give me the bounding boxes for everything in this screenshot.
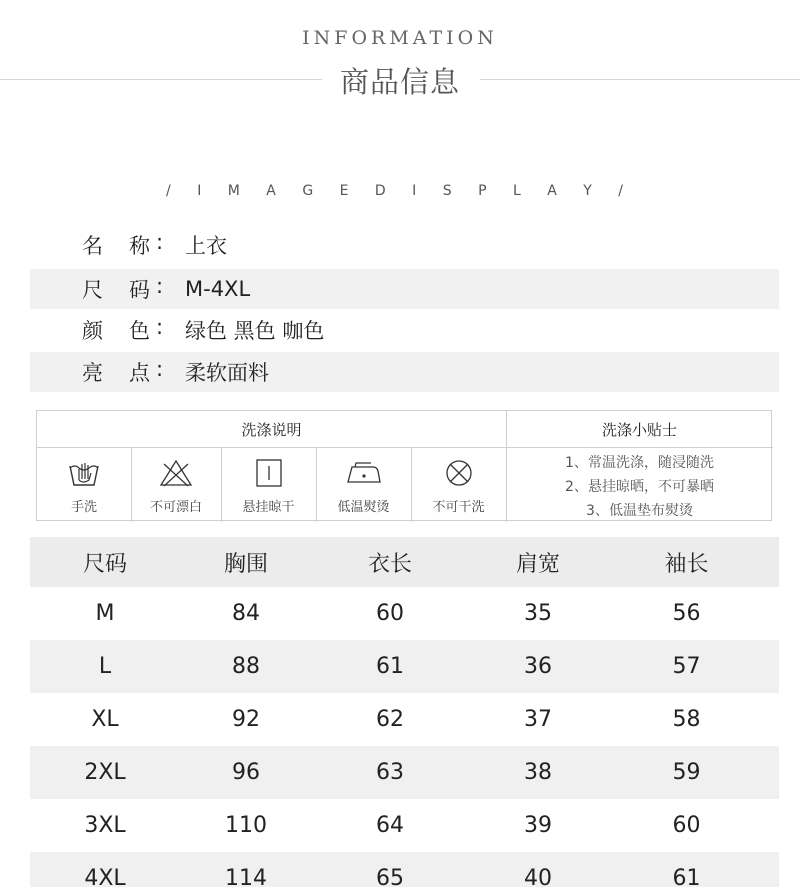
table-cell: 65 (376, 866, 404, 887)
info-row-color (30, 310, 779, 350)
info-key: 颜 色 : (82, 315, 164, 343)
info-key: 亮 点 : (82, 357, 164, 385)
table-cell: 36 (524, 654, 552, 679)
table-cell: 84 (232, 601, 260, 626)
header-cell: 胸围 (223, 551, 268, 577)
table-cell: M (95, 601, 115, 626)
table-cell: 61 (672, 866, 701, 887)
info-row-size (30, 269, 779, 309)
size-table (30, 537, 779, 887)
info-key: 尺 码 : (82, 274, 164, 302)
info-row-name (30, 225, 779, 265)
table-cell: 57 (672, 654, 701, 679)
no-bleach-icon (159, 458, 193, 488)
table-cell: 59 (672, 760, 701, 785)
info-row-highlight (30, 352, 779, 392)
table-cell: 110 (225, 813, 267, 838)
low-iron-icon (345, 458, 383, 488)
care-label: 不可漂白 (149, 500, 202, 515)
table-cell: 2XL (84, 760, 126, 785)
hand-wash-icon (67, 458, 101, 488)
wash-tip: 1、常温洗涤，随浸随洗 (565, 455, 714, 471)
table-cell: 3XL (84, 813, 126, 838)
wash-tips-title: 洗涤小贴士 (601, 421, 677, 439)
section-title-en: INFORMATION (302, 27, 498, 49)
table-row (30, 587, 779, 640)
care-cell-no-bleach (131, 448, 221, 522)
table-cell: L (98, 654, 112, 679)
table-row (30, 852, 779, 887)
header-cell: 袖长 (664, 551, 709, 577)
table-cell: 63 (376, 760, 404, 785)
table-cell: 114 (225, 866, 267, 887)
table-row (30, 746, 779, 799)
care-cell-no-dry-clean (411, 448, 506, 522)
table-cell: XL (91, 707, 119, 732)
table-cell: 61 (376, 654, 404, 679)
table-cell: 40 (524, 866, 552, 887)
care-label: 不可干洗 (432, 500, 485, 515)
image-display-subtitle: / I M A G E D I S P L A Y / (166, 183, 634, 199)
table-row (30, 799, 779, 852)
wash-tip: 2、悬挂晾晒，不可暴晒 (565, 479, 714, 495)
info-value: M-4XL (185, 277, 251, 301)
table-cell: 38 (524, 760, 552, 785)
table-row (30, 640, 779, 693)
wash-tip: 3、低温垫布熨烫 (586, 503, 693, 519)
section-title-cn: 商品信息 (339, 65, 460, 99)
care-label: 手洗 (70, 500, 97, 515)
table-cell: 88 (232, 654, 260, 679)
wash-tips-list (507, 451, 772, 523)
table-cell: 62 (376, 707, 404, 732)
table-cell: 37 (524, 707, 552, 732)
care-cell-hang-dry (221, 448, 316, 522)
info-value: 上衣 (185, 234, 227, 258)
table-cell: 4XL (84, 866, 126, 887)
table-cell: 56 (672, 601, 701, 626)
care-instructions-box (36, 410, 772, 521)
header-cell: 肩宽 (515, 551, 560, 577)
care-cell-low-iron (316, 448, 411, 522)
table-cell: 39 (524, 813, 552, 838)
table-cell: 92 (232, 707, 260, 732)
care-label: 低温熨烫 (337, 500, 390, 515)
info-value: 绿色 黑色 咖色 (185, 319, 325, 343)
wash-instructions-title: 洗涤说明 (241, 421, 302, 439)
no-dry-clean-icon (443, 458, 475, 488)
care-cell-hand-wash (37, 448, 131, 522)
info-value: 柔软面料 (185, 361, 269, 385)
table-cell: 60 (376, 601, 404, 626)
table-cell: 64 (376, 813, 404, 838)
table-cell: 58 (672, 707, 701, 732)
hang-dry-icon (254, 458, 284, 488)
info-key: 名 称 : (82, 230, 164, 258)
size-table-header (30, 537, 779, 587)
table-cell: 35 (524, 601, 552, 626)
header-cell: 衣长 (367, 551, 412, 577)
table-row (30, 693, 779, 746)
care-label: 悬挂晾干 (242, 500, 295, 515)
table-cell: 96 (232, 760, 260, 785)
header-cell: 尺码 (82, 551, 127, 577)
table-cell: 60 (672, 813, 701, 838)
